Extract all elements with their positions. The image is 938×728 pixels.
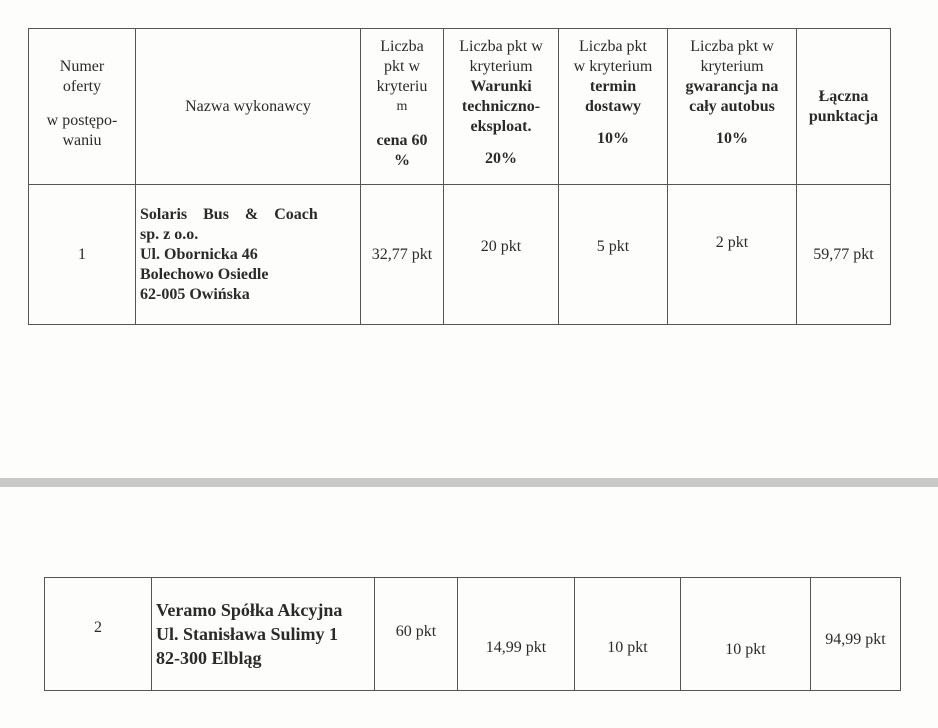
warranty-points: 10 pkt — [681, 578, 811, 691]
header-technical-criterion: Liczba pkt w kryterium Warunki techniczno- eksploat. 20% — [444, 29, 559, 185]
price-points: 60 pkt — [375, 578, 458, 691]
total-points: 59,77 pkt — [797, 185, 891, 325]
delivery-points: 5 pkt — [559, 185, 668, 325]
offers-table-continued — [44, 577, 901, 691]
technical-points: 20 pkt — [444, 185, 559, 325]
contractor-name: Solaris Bus & Coach sp. z o.o. Ul. Obornicka 46 Bolechowo Osiedle 62-005 Owińska — [136, 185, 361, 325]
header-contractor-name: Nazwa wykonawcy — [136, 29, 361, 185]
header-offer-number: Numer oferty w postępo- waniu — [29, 29, 136, 185]
warranty-points: 2 pkt — [668, 185, 797, 325]
page-divider — [0, 478, 938, 487]
total-points: 94,99 pkt — [811, 578, 901, 691]
header-price-criterion: Liczba pkt w kryteriu m cena 60 % — [361, 29, 444, 185]
header-warranty-criterion: Liczba pkt w kryterium gwarancja na cały autobus 10% — [668, 29, 797, 185]
table-row — [29, 185, 891, 325]
offer-number: 2 — [45, 578, 152, 691]
page-bottom — [0, 487, 938, 728]
header-total-score: Łączna punktacja — [797, 29, 891, 185]
contractor-name: Veramo Spółka Akcyjna Ul. Stanisława Sulimy 1 82-300 Elbląg — [152, 578, 375, 691]
offer-number: 1 — [29, 185, 136, 325]
header-row — [29, 29, 891, 185]
header-delivery-criterion: Liczba pkt w kryterium termin dostawy 10% — [559, 29, 668, 185]
technical-points: 14,99 pkt — [458, 578, 575, 691]
delivery-points: 10 pkt — [575, 578, 681, 691]
price-points: 32,77 pkt — [361, 185, 444, 325]
offers-table — [28, 28, 891, 325]
table-row — [45, 578, 901, 691]
